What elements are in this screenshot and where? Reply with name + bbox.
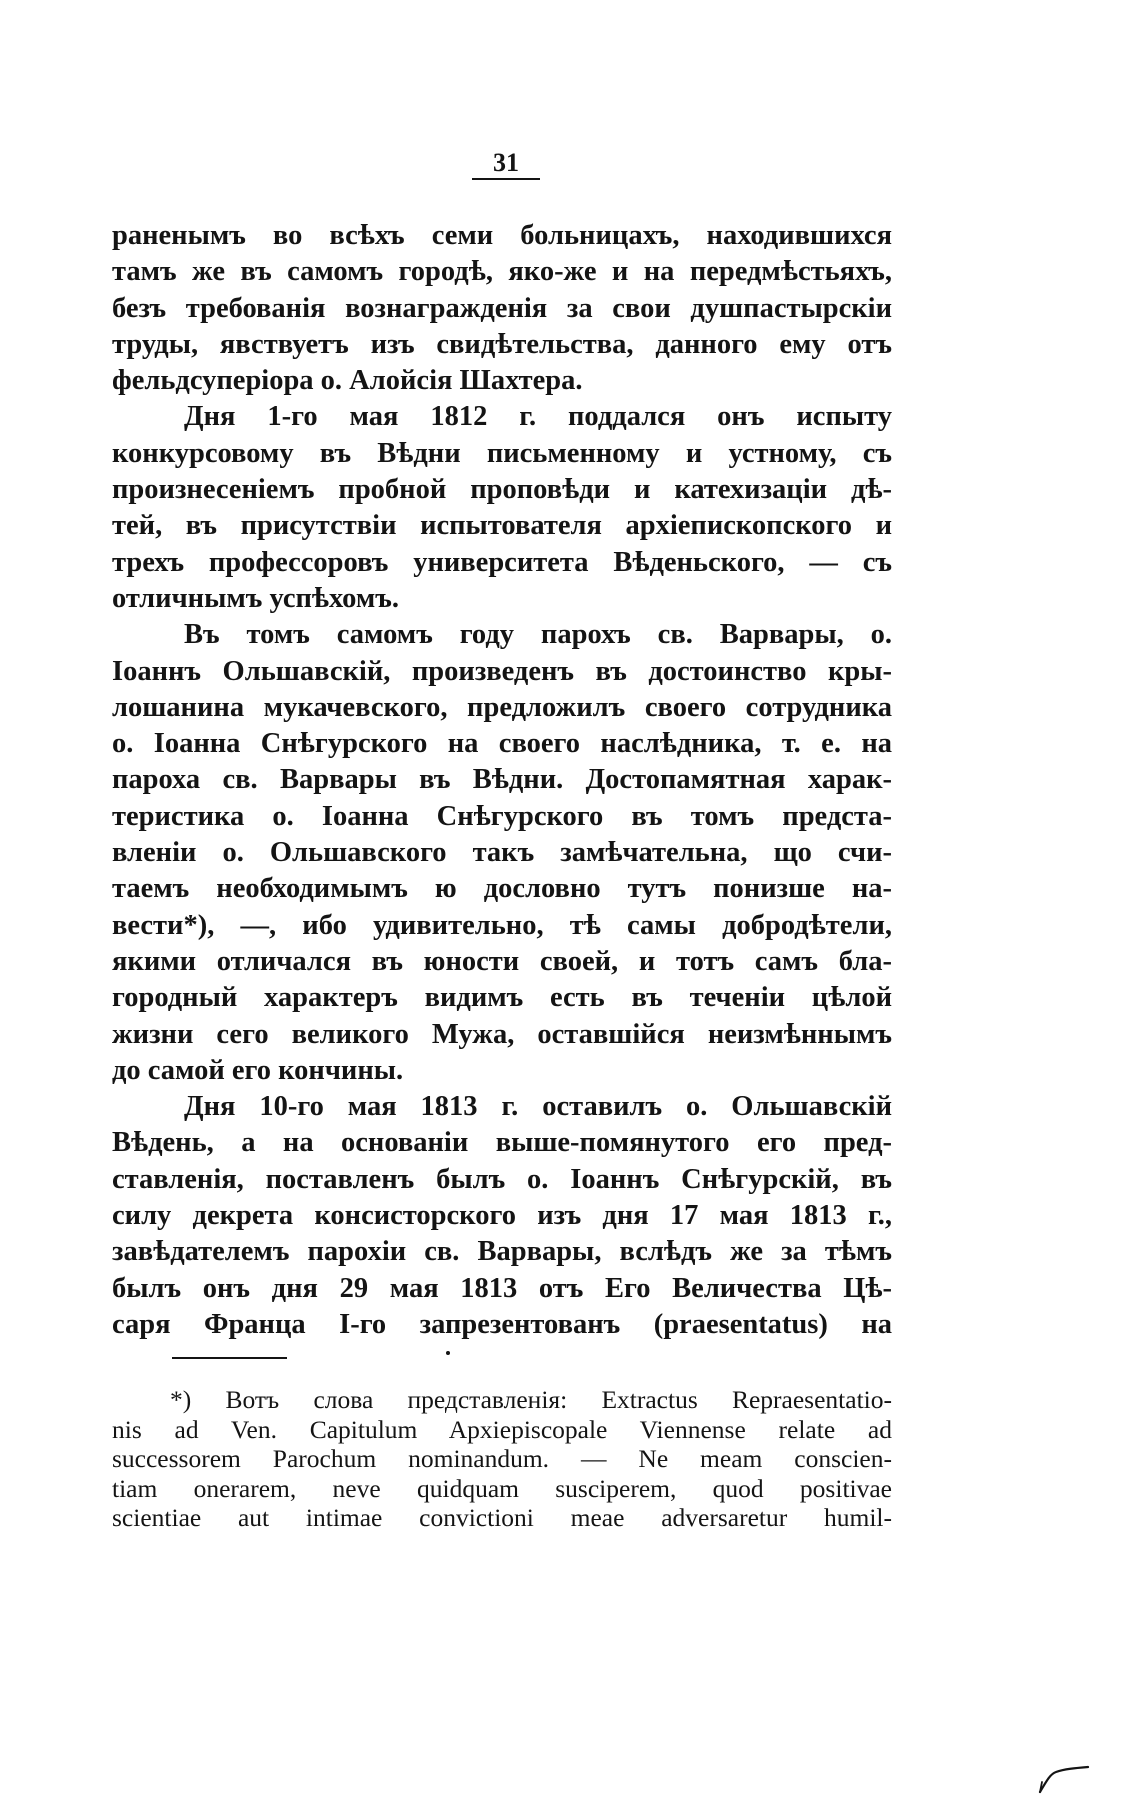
body-line: раненымъ во всѣхъ семи больницахъ, находившихся (112, 220, 892, 251)
body-line: труды, явствуетъ изъ свидѣтельства, данного ему отъ (112, 328, 892, 360)
footnote-line: tiam onerarem, neve quidquam susciperem, quod positivae (112, 1473, 892, 1503)
body-line: трехъ профессоровъ университета Вѣденьского, — съ (112, 546, 892, 578)
footnote-line: scientiae aut intimae convictioni meae adversaretur humil- (112, 1503, 892, 1533)
body-line: произнесеніемъ пробной проповѣди и катехизаціи дѣ- (112, 474, 892, 506)
body-line: Іоаннъ Ольшавскій, произведенъ въ достоинство кры- (112, 655, 892, 687)
body-line: фельдсуперіора о. Алойсія Шахтера. (112, 365, 583, 397)
body-line: отличнымъ успѣхомъ. (112, 582, 400, 614)
body-line: якими отличался въ юности своей, и тотъ самъ бла- (112, 945, 892, 977)
body-line: Вѣдень, а на основаніи выше-помянутого его пред- (112, 1127, 892, 1159)
body-line: завѣдателемъ парохіи св. Варвары, вслѣдъ же за тѣмъ (112, 1236, 892, 1268)
footnote (112, 1385, 892, 1533)
footnote-separator (172, 1357, 287, 1359)
page-number: 31 (493, 148, 519, 177)
body-line: вести*), —, ибо удивительно, тѣ самы добродѣтели, (112, 909, 892, 941)
signature-mark-icon (1036, 1760, 1090, 1796)
body-line: саря Франца I-го запрезентованъ (praesentatus) на (112, 1308, 892, 1340)
body-line: тамъ же въ самомъ городѣ, яко-же и на передмѣстьяхъ, (112, 256, 892, 288)
body-line: до самой его кончины. (112, 1054, 404, 1086)
body-line: лошанина мукачевского, предложилъ своего сотрудника (112, 691, 892, 723)
body-line: Дня 10-го мая 1813 г. оставилъ о. Ольшавскій (184, 1091, 892, 1123)
body-line: жизни сего великого Мужа, оставшійся неизмѣннымъ (112, 1018, 892, 1050)
body-line: городный характеръ видимъ есть въ теченіи цѣлой (112, 982, 892, 1014)
body-line: тей, въ присутствіи испытователя архіепископского и (112, 510, 892, 542)
body-line: Въ томъ самомъ году парохъ св. Варвары, о. (184, 619, 892, 651)
page-number-underline (472, 178, 540, 180)
body-line: силу декрета консисторского изъ дня 17 мая 1813 г., (112, 1200, 892, 1232)
body-line: вленіи о. Ольшавского такъ замѣчательна, що счи- (112, 837, 892, 869)
footnote-line: *) Вотъ слова представленія: Extractus Repraesentatio- (170, 1385, 892, 1414)
body-line: Дня 1-го мая 1812 г. поддался онъ испыту (184, 401, 892, 433)
body-line: ставленія, поставленъ былъ о. Іоаннъ Снѣгурскій, въ (112, 1163, 892, 1195)
body-line: пароха св. Варвары въ Вѣдни. Достопамятная харак- (112, 764, 892, 796)
body-line: безъ требованія вознагражденія за свои душпастырскіи (112, 292, 892, 324)
body-line: былъ онъ дня 29 мая 1813 отъ Его Величества Цѣ- (112, 1272, 892, 1304)
body-line: таемъ необходимымъ ю дословно тутъ понизше на- (112, 873, 892, 905)
footnote-line: successorem Parochum nominandum. — Ne meam conscien- (112, 1444, 892, 1474)
body-line: о. Іоанна Снѣгурского на своего наслѣдника, т. е. на (112, 728, 892, 760)
body-line: конкурсовому въ Вѣдни письменному и устному, съ (112, 437, 892, 469)
body-text (112, 218, 892, 1343)
print-speck (446, 1351, 450, 1355)
footnote-line: nis ad Ven. Capitulum Apxiepiscopale Viennense relate ad (112, 1414, 892, 1444)
body-line: теристика о. Іоанна Снѣгурского въ томъ предста- (112, 800, 892, 832)
